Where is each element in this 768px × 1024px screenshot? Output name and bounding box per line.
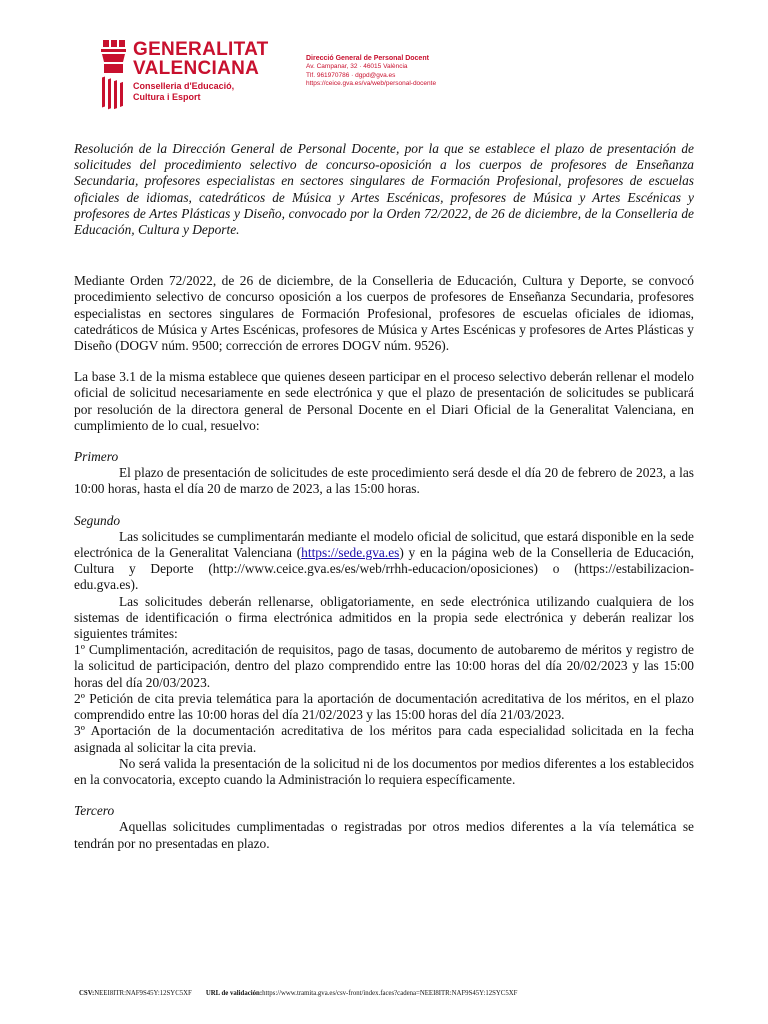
csv-value: NEEI8ITR:NAF9S45Y:12SYC5XF: [94, 990, 192, 997]
tramite-step-3: 3º Aportación de la documentación acreditativa de los méritos para cada especialidad solicitada en la fecha asignada al solicitar la cita previa.: [74, 723, 694, 755]
generalitat-logo-icon: [98, 40, 128, 110]
document-body: [74, 141, 694, 852]
brand-subtitle-line2: Cultura i Esport: [133, 92, 201, 102]
brand-subtitle-line1: Conselleria d'Educació,: [133, 81, 235, 91]
validation-footer: [79, 990, 517, 997]
segundo-paragraph1: [74, 529, 694, 594]
tercero-text: Aquellas solicitudes cumplimentadas o registradas por otros medios diferentes a la vía telemática se tendrán por no presentadas en plazo.: [74, 819, 694, 851]
tramite-step-1: 1º Cumplimentación, acreditación de requisitos, pago de tasas, documento de autobaremo de méritos y registro de la solicitud de participación, dentro del plazo comprendido entre las 10:00 horas del día 20/02/2023 y las 15:00 horas del día 20/03/2023.: [74, 642, 694, 690]
sede-link[interactable]: https://sede.gva.es: [301, 545, 400, 561]
contact-phone: Tlf. 961970786 · dgpd@gva.es: [306, 71, 396, 79]
contact-url[interactable]: https://ceice.gva.es/va/web/personal-docente: [306, 80, 437, 88]
brand-block: [133, 40, 269, 103]
segundo-paragraph3: No será valida la presentación de la solicitud ni de los documentos por medios diferentes a los establecidos en la convocatoria, excepto cuando la Administración lo requiera específicamente.: [74, 755, 694, 787]
brand-name-line2: VALENCIANA: [133, 58, 260, 79]
tramite-step-2: 2º Petición de cita previa telemática para la aportación de documentación acreditativa de los méritos, en el plazo comprendido entre las 10:00 horas del día 21/02/2023 y las 15:00 horas del día 21/03/2023.: [74, 690, 694, 723]
primero-text: El plazo de presentación de solicitudes de este procedimiento será desde el día 20 de febrero de 2023, a las 10:00 horas, hasta el día 20 de marzo de 2023, a las 15:00 horas.: [74, 465, 694, 497]
segundo-p1-before: Las solicitudes se cumplimentarán mediante el modelo oficial de solicitud, que estará disponible en la sede electrónica de la Generalitat Valenciana (: [74, 528, 694, 561]
resolution-title: Resolución de la Dirección General de Personal Docente, por la que se establece el plazo de presentación de solicitudes del procedimiento selectivo de concurso-oposición a los cuerpos de profesores de Enseñanza Secundaria, profesores especialistas en sectores singulares de Formación Profesional, profesores de escuelas oficiales de idiomas, catedráticos de Música y Artes Escénicas, profesores de Música y Artes Escénicas y profesores de Artes Plásticas y Diseño, convocado por la Orden 72/2022, de 26 de diciembre, de la Conselleria de Educación, Cultura y Deporte.: [74, 141, 694, 238]
heading-tercero: Tercero: [74, 803, 115, 819]
contact-address: Av. Campanar, 32 · 46015 València: [306, 63, 408, 70]
csv-label: CSV:: [79, 990, 95, 997]
heading-segundo: Segundo: [74, 512, 121, 528]
contact-title: Direcció General de Personal Docent: [306, 55, 429, 62]
validation-url[interactable]: https://www.tramita.gva.es/csv-front/index.faces?cadena=NEEI8ITR:NAF9S45Y:12SYC5XF: [262, 990, 518, 997]
segundo-p1-after: ) y en la página web de la Conselleria de Educación, Cultura y Deporte (http://www.ceice.gva.es/es/web/rrhh-educacion/oposiciones) o (https://estabilizacion-edu.gva.es).: [74, 545, 694, 593]
paragraph-intro: Mediante Orden 72/2022, de 26 de diciembre, de la Conselleria de Educación, Cultura y Deporte, se convocó procedimiento selectivo de concurso oposición a los cuerpos de profesores de Enseñanza Secundaria, profesores especialistas en sectores singulares de Formación Profesional, profesores de escuelas oficiales de idiomas, catedráticos de Música y Artes Escénicas, profesores de Música y Artes Escénicas y profesores de Artes Plásticas y Diseño (DOGV núm. 9500; corrección de errores DOGV núm. 9526).: [74, 273, 694, 354]
brand-name-line1: GENERALITAT: [133, 39, 269, 60]
heading-primero: Primero: [74, 449, 119, 465]
segundo-paragraph2: Las solicitudes deberán rellenarse, obligatoriamente, en sede electrónica utilizando cualquiera de los sistemas de identificación o firma electrónica admitidos en la propia sede electrónica y deberán realizar los siguientes trámites:: [74, 593, 694, 642]
paragraph-base: La base 3.1 de la misma establece que quienes deseen participar en el proceso selectivo deberán rellenar el modelo oficial de solicitud necesariamente en sede electrónica y que el plazo de presentación de solicitudes se publicará por resolución de la directora general de Personal Docente en el Diari Oficial de la Generalitat Valenciana, en cumplimiento de lo cual, resuelvo:: [74, 369, 694, 433]
contact-block: [306, 55, 436, 89]
validation-url-label: URL de validación:: [205, 990, 263, 997]
